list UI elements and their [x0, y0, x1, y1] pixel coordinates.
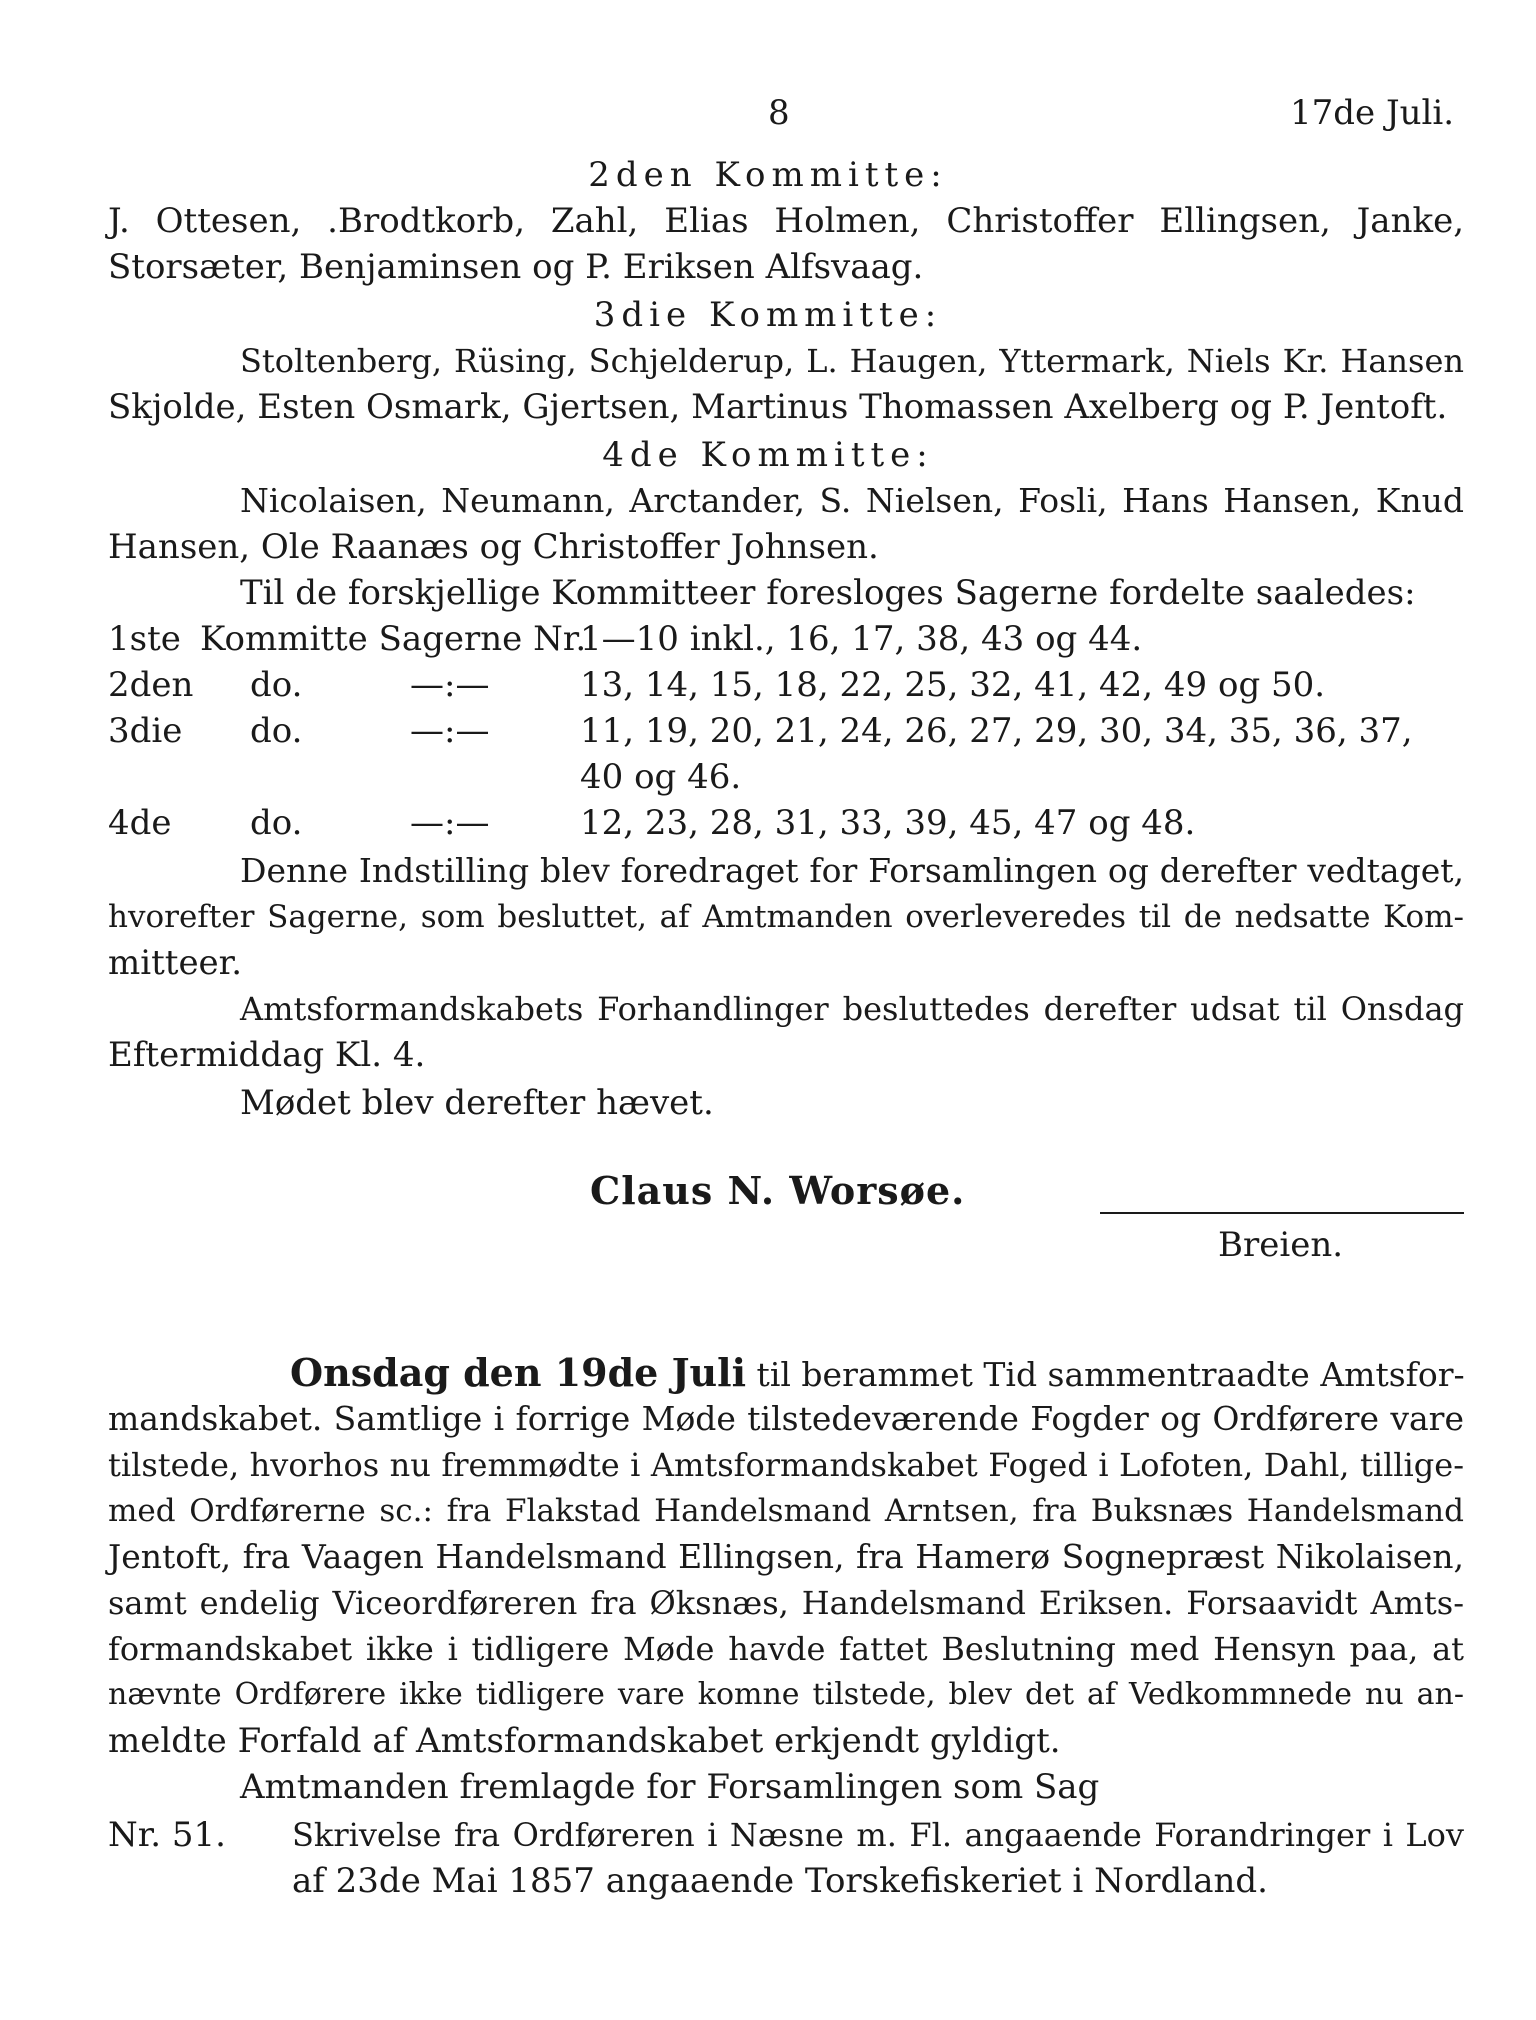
session-line-6: samt endelig Viceordføreren fra Øksnæs, Handelsmand Eriksen. Forsaavidt Amts- — [108, 1584, 1464, 1622]
paragraph-1-line-2: hvorefter Sagerne, som besluttet, af Amtmanden overleveredes til de nedsatte Kom- — [108, 899, 1464, 935]
case-text-line-1: Skrivelse fra Ordføreren i Næsne m. Fl. angaaende Forandringer i Lov — [292, 1816, 1464, 1854]
distribution-row-label: 2den — [108, 665, 194, 705]
session-line-1 — [290, 1350, 1464, 1398]
distribution-row-committee: Kommitte Sagerne Nr. — [200, 619, 587, 659]
committee-3-heading: 3die Kommitte: — [593, 295, 943, 335]
session-line-4: med Ordførerne sc.: fra Flakstad Handelsmand Arntsen, fra Buksnæs Handelsmand — [108, 1493, 1464, 1529]
committee-3-members-line-2: Skjolde, Esten Osmark, Gjertsen, Martinus Thomassen Axelberg og P. Jentoft. — [108, 387, 1448, 427]
distribution-intro: Til de forskjellige Kommitteer foresloges Sagerne fordelte saaledes: — [240, 573, 1416, 613]
distribution-row-ditto: do. — [250, 665, 303, 705]
committee-2-heading: 2den Kommitte: — [588, 155, 948, 195]
signature-rule — [1100, 1212, 1464, 1214]
session-line-7: formandskabet ikke i tidligere Møde havde fattet Beslutning med Hensyn paa, at — [108, 1630, 1464, 1668]
distribution-row-ditto-mark: —:— — [410, 711, 490, 751]
case-text-line-2: af 23de Mai 1857 angaaende Torskefiskeriet i Nordland. — [292, 1861, 1268, 1901]
session-line-2: mandskabet. Samtlige i forrige Møde tilstedeværende Fogder og Ordførere vare — [108, 1399, 1464, 1438]
committee-4-members-line-1: Nicolaisen, Neumann, Arctander, S. Nielsen, Fosli, Hans Hansen, Knud — [240, 481, 1464, 520]
distribution-row-label: 1ste — [108, 619, 181, 659]
distribution-row-cases-continued: 40 og 46. — [580, 757, 742, 797]
session-line-8: nævnte Ordførere ikke tidligere vare komne tilstede, blev det af Vedkommnede nu an- — [108, 1677, 1464, 1712]
committee-3-members-line-1: Stoltenberg, Rüsing, Schjelderup, L. Haugen, Yttermark, Niels Kr. Hansen — [240, 342, 1464, 380]
distribution-row-cases: 12, 23, 28, 31, 33, 39, 45, 47 og 48. — [580, 803, 1196, 843]
distribution-row-ditto: do. — [250, 803, 303, 843]
distribution-row-cases: 13, 14, 15, 18, 22, 25, 32, 41, 42, 49 og 50. — [580, 665, 1326, 705]
session-line-9: meldte Forfald af Amtsformandskabet erkjendt gyldigt. — [108, 1721, 1061, 1761]
session-presented: Amtmanden fremlagde for Forsamlingen som Sag — [240, 1767, 1100, 1807]
signature-right: Breien. — [1218, 1225, 1344, 1265]
distribution-row-cases: 11, 19, 20, 21, 24, 26, 27, 29, 30, 34, 35, 36, 37, — [580, 711, 1413, 751]
committee-4-members-line-2: Hansen, Ole Raanæs og Christoffer Johnsen. — [108, 527, 879, 567]
paragraph-2-line-1: Amtsformandskabets Forhandlinger besluttedes derefter udsat til Onsdag — [240, 990, 1464, 1028]
committee-4-heading: 4de Kommitte: — [602, 435, 934, 475]
page-number: 8 — [768, 93, 790, 133]
session-line-3: tilstede, hvorhos nu fremmødte i Amtsformandskabet Foged i Lofoten, Dahl, tillige- — [108, 1446, 1464, 1484]
distribution-row-label: 4de — [108, 803, 172, 843]
case-number: Nr. 51. — [108, 1815, 226, 1855]
distribution-row-ditto: do. — [250, 711, 303, 751]
paragraph-1-line-3: mitteer. — [108, 943, 243, 983]
signature-left: Claus N. Worsøe. — [590, 1168, 966, 1213]
distribution-row-ditto-mark: —:— — [410, 665, 490, 705]
committee-2-members-line-2: Storsæter, Benjaminsen og P. Eriksen Alfsvaag. — [108, 247, 924, 287]
distribution-row-cases: 1—10 inkl., 16, 17, 38, 43 og 44. — [580, 619, 1143, 659]
committee-2-members-line-1: J. Ottesen, .Brodtkorb, Zahl, Elias Holmen, Christoffer Ellingsen, Janke, — [108, 201, 1464, 241]
distribution-row-label: 3die — [108, 711, 183, 751]
paragraph-1-line-1: Denne Indstilling blev foredraget for Forsamlingen og derefter vedtaget, — [240, 851, 1464, 890]
session-lead: Onsdag den 19de Juli — [290, 1350, 747, 1395]
paragraph-3: Mødet blev derefter hævet. — [240, 1083, 714, 1123]
session-line-1-text: til berammet Tid sammentraadte Amtsfor- — [746, 1355, 1465, 1394]
session-line-5: Jentoft, fra Vaagen Handelsmand Ellingsen, fra Hamerø Sognepræst Nikolaisen, — [108, 1537, 1464, 1576]
distribution-row-ditto-mark: —:— — [410, 803, 490, 843]
page-date: 17de Juli. — [1290, 93, 1455, 133]
paragraph-2-line-2: Eftermiddag Kl. 4. — [108, 1035, 426, 1075]
